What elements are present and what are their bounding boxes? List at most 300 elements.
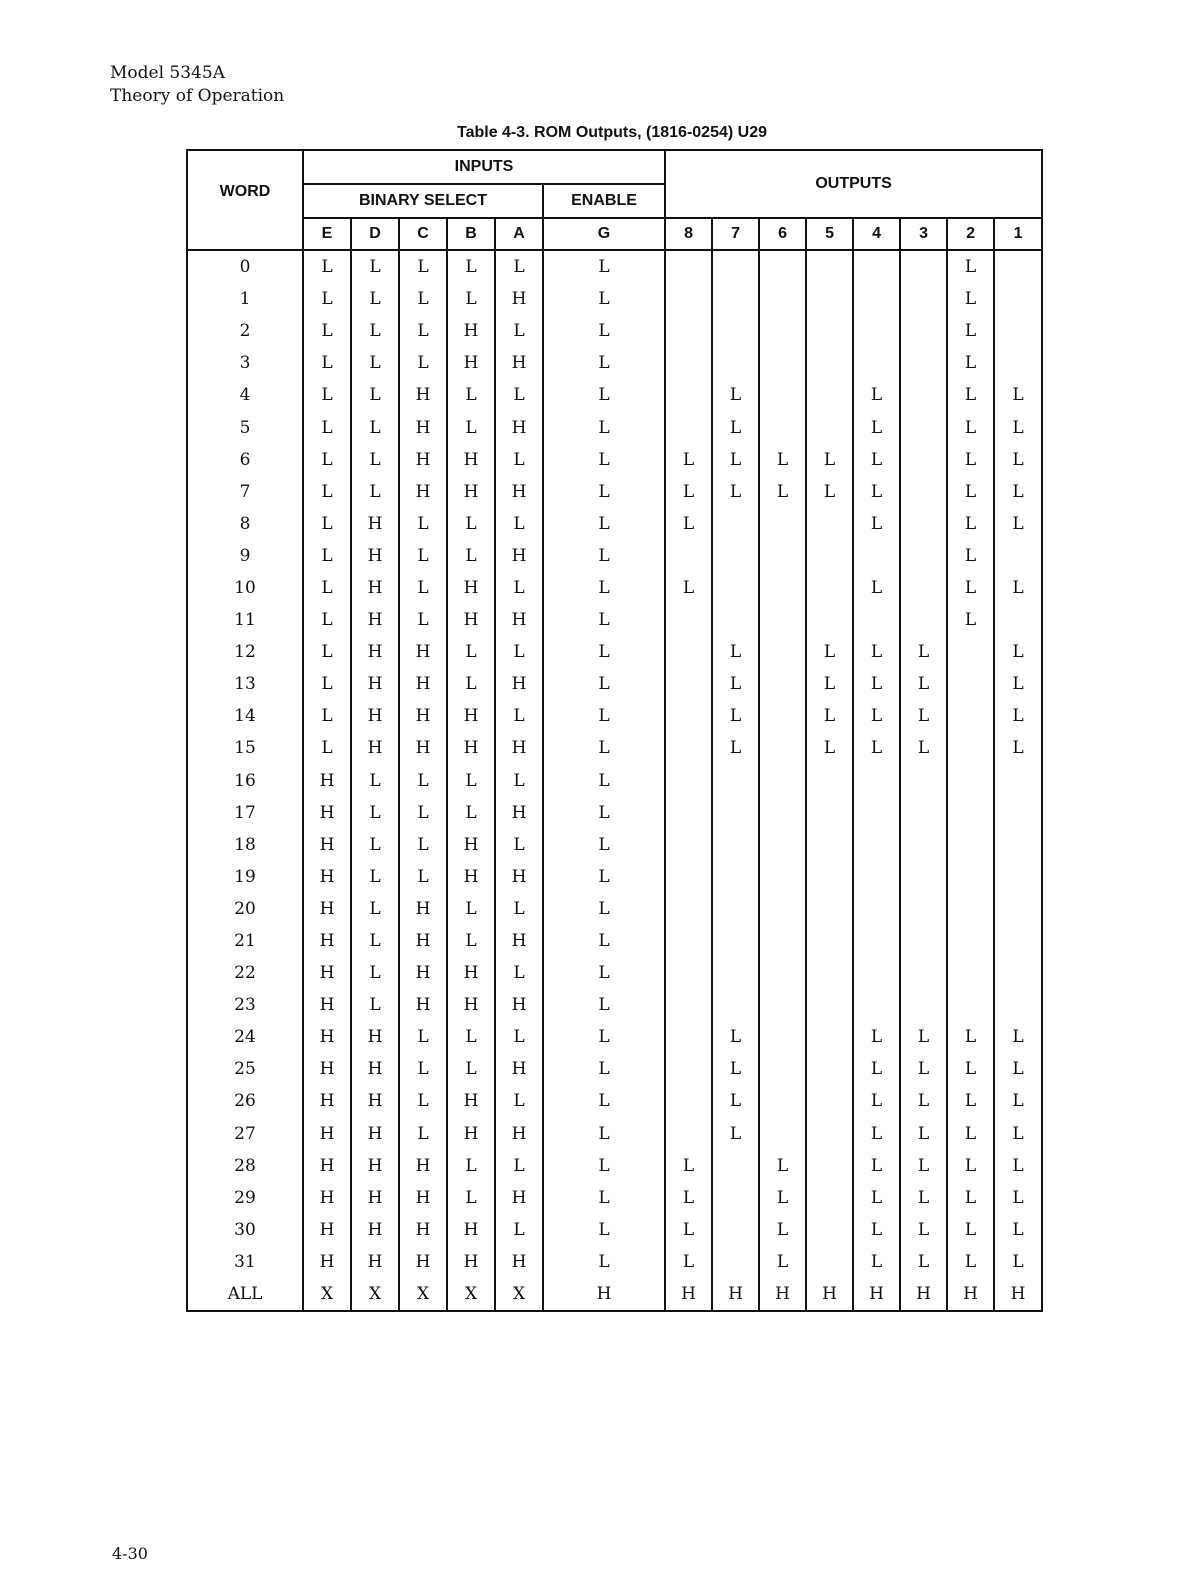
table-row: [187, 797, 1042, 829]
word-cell: 9: [187, 540, 303, 572]
table-cell: [900, 765, 947, 797]
table-cell: L: [994, 1246, 1042, 1278]
table-cell: H: [351, 732, 399, 764]
table-cell: L: [994, 636, 1042, 668]
table-cell: L: [447, 540, 495, 572]
table-row: [187, 444, 1042, 476]
table-cell: L: [351, 765, 399, 797]
table-cell: H: [399, 989, 447, 1021]
input-col-a: A: [495, 218, 543, 250]
word-cell: 7: [187, 476, 303, 508]
table-cell: L: [399, 1053, 447, 1085]
table-cell: L: [665, 508, 712, 540]
table-cell: H: [447, 1246, 495, 1278]
table-cell: L: [543, 315, 665, 347]
table-cell: L: [900, 1085, 947, 1117]
table-cell: L: [495, 250, 543, 283]
table-cell: L: [543, 925, 665, 957]
word-cell: 13: [187, 668, 303, 700]
table-cell: L: [543, 861, 665, 893]
table-cell: H: [447, 604, 495, 636]
table-cell: L: [543, 283, 665, 315]
table-cell: [712, 765, 759, 797]
table-cell: [900, 957, 947, 989]
table-cell: L: [543, 668, 665, 700]
table-cell: L: [665, 1246, 712, 1278]
table-cell: L: [947, 347, 994, 379]
word-cell: ALL: [187, 1278, 303, 1311]
page-header: [110, 62, 284, 108]
table-row: [187, 893, 1042, 925]
table-cell: [665, 411, 712, 443]
table-cell: [665, 861, 712, 893]
table-cell: L: [543, 1214, 665, 1246]
table-cell: [947, 765, 994, 797]
table-cell: [994, 765, 1042, 797]
table-cell: [665, 540, 712, 572]
table-cell: [947, 893, 994, 925]
table-cell: H: [447, 444, 495, 476]
table-cell: [759, 989, 806, 1021]
table-cell: [759, 732, 806, 764]
table-cell: [900, 861, 947, 893]
table-row: [187, 765, 1042, 797]
table-cell: H: [399, 925, 447, 957]
table-cell: [759, 604, 806, 636]
table-cell: H: [495, 925, 543, 957]
word-header-blank: [187, 218, 303, 250]
table-cell: [806, 283, 853, 315]
table-cell: L: [447, 797, 495, 829]
table-cell: L: [947, 250, 994, 283]
table-cell: L: [351, 347, 399, 379]
word-cell: 8: [187, 508, 303, 540]
table-cell: L: [947, 411, 994, 443]
table-cell: [712, 925, 759, 957]
table-cell: H: [303, 765, 351, 797]
table-cell: [665, 989, 712, 1021]
table-cell: L: [543, 379, 665, 411]
table-cell: [900, 989, 947, 1021]
table-cell: L: [303, 379, 351, 411]
table-cell: L: [712, 1085, 759, 1117]
table-cell: [994, 925, 1042, 957]
table-row: [187, 476, 1042, 508]
table-row: [187, 732, 1042, 764]
table-row: [187, 957, 1042, 989]
table-cell: H: [351, 668, 399, 700]
table-cell: H: [947, 1278, 994, 1311]
table-cell: [947, 989, 994, 1021]
table-cell: L: [543, 700, 665, 732]
table-cell: L: [303, 444, 351, 476]
word-cell: 20: [187, 893, 303, 925]
table-cell: [806, 1021, 853, 1053]
table-cell: L: [351, 861, 399, 893]
table-cell: L: [399, 797, 447, 829]
table-row: [187, 925, 1042, 957]
table-cell: H: [495, 1246, 543, 1278]
table-cell: [900, 508, 947, 540]
table-cell: [665, 250, 712, 283]
table-row: [187, 1246, 1042, 1278]
table-cell: H: [447, 829, 495, 861]
table-cell: [759, 411, 806, 443]
table-cell: [853, 861, 900, 893]
table-cell: H: [303, 829, 351, 861]
table-cell: [759, 315, 806, 347]
table-cell: [806, 347, 853, 379]
table-cell: L: [853, 411, 900, 443]
table-cell: L: [806, 636, 853, 668]
table-cell: H: [351, 1182, 399, 1214]
table-cell: H: [351, 572, 399, 604]
table-cell: [665, 283, 712, 315]
table-cell: H: [495, 668, 543, 700]
table-cell: L: [947, 283, 994, 315]
table-cell: L: [351, 315, 399, 347]
table-cell: L: [447, 508, 495, 540]
table-cell: L: [399, 1118, 447, 1150]
table-cell: L: [399, 347, 447, 379]
word-cell: 21: [187, 925, 303, 957]
table-cell: [947, 925, 994, 957]
input-col-e: E: [303, 218, 351, 250]
table-cell: L: [543, 732, 665, 764]
table-cell: [665, 765, 712, 797]
table-cell: L: [399, 572, 447, 604]
table-cell: H: [495, 283, 543, 315]
table-cell: [900, 476, 947, 508]
table-cell: H: [303, 1150, 351, 1182]
table-cell: H: [351, 636, 399, 668]
table-cell: [712, 1182, 759, 1214]
table-cell: L: [900, 1182, 947, 1214]
table-cell: [665, 925, 712, 957]
table-cell: L: [900, 668, 947, 700]
table-cell: [759, 1053, 806, 1085]
table-cell: L: [947, 540, 994, 572]
table-cell: [853, 604, 900, 636]
table-cell: [759, 668, 806, 700]
table-cell: L: [947, 508, 994, 540]
table-cell: L: [759, 1214, 806, 1246]
table-cell: [947, 861, 994, 893]
table-cell: [900, 315, 947, 347]
table-row: [187, 861, 1042, 893]
table-cell: L: [543, 250, 665, 283]
table-cell: H: [351, 540, 399, 572]
table-cell: H: [351, 1085, 399, 1117]
table-cell: [759, 250, 806, 283]
table-row: [187, 829, 1042, 861]
table-cell: [900, 925, 947, 957]
table-cell: L: [303, 636, 351, 668]
table-cell: [759, 861, 806, 893]
table-cell: X: [399, 1278, 447, 1311]
table-cell: [806, 1214, 853, 1246]
table-cell: L: [853, 1085, 900, 1117]
table-cell: L: [994, 444, 1042, 476]
table-cell: L: [351, 379, 399, 411]
table-cell: [665, 1021, 712, 1053]
table-cell: L: [900, 1150, 947, 1182]
table-cell: [900, 250, 947, 283]
table-cell: [947, 732, 994, 764]
table-cell: L: [447, 1182, 495, 1214]
table-cell: [712, 508, 759, 540]
table-cell: L: [447, 411, 495, 443]
table-cell: L: [543, 347, 665, 379]
table-cell: L: [947, 476, 994, 508]
table-cell: L: [853, 572, 900, 604]
table-cell: [759, 893, 806, 925]
table-cell: [900, 604, 947, 636]
word-cell: 22: [187, 957, 303, 989]
table-cell: L: [303, 604, 351, 636]
table-cell: L: [712, 476, 759, 508]
table-cell: H: [495, 732, 543, 764]
table-cell: L: [712, 1053, 759, 1085]
table-cell: [806, 1118, 853, 1150]
table-cell: [759, 572, 806, 604]
table-cell: L: [447, 1053, 495, 1085]
table-cell: L: [543, 508, 665, 540]
table-cell: H: [447, 700, 495, 732]
table-cell: L: [543, 476, 665, 508]
table-cell: [994, 829, 1042, 861]
table-cell: L: [994, 1021, 1042, 1053]
table-cell: L: [994, 1053, 1042, 1085]
input-col-d: D: [351, 218, 399, 250]
table-cell: [806, 411, 853, 443]
table-cell: L: [447, 1150, 495, 1182]
table-cell: [806, 508, 853, 540]
word-cell: 10: [187, 572, 303, 604]
table-cell: [759, 829, 806, 861]
table-cell: [994, 315, 1042, 347]
table-cell: H: [399, 893, 447, 925]
table-cell: L: [351, 989, 399, 1021]
table-cell: [712, 250, 759, 283]
table-cell: [806, 925, 853, 957]
table-cell: [712, 1150, 759, 1182]
table-cell: L: [495, 765, 543, 797]
input-col-c: C: [399, 218, 447, 250]
table-cell: L: [495, 893, 543, 925]
table-cell: L: [853, 1246, 900, 1278]
table-cell: [994, 957, 1042, 989]
enable-header: ENABLE: [543, 184, 665, 218]
table-cell: H: [303, 893, 351, 925]
table-row: [187, 379, 1042, 411]
table-cell: [806, 765, 853, 797]
table-cell: H: [665, 1278, 712, 1311]
table-cell: [806, 250, 853, 283]
table-cell: [900, 379, 947, 411]
table-cell: L: [712, 700, 759, 732]
table-cell: L: [712, 1118, 759, 1150]
table-cell: L: [399, 283, 447, 315]
table-cell: [853, 989, 900, 1021]
table-cell: [712, 797, 759, 829]
table-cell: L: [447, 668, 495, 700]
table-cell: L: [399, 829, 447, 861]
table-cell: L: [447, 636, 495, 668]
table-cell: L: [351, 476, 399, 508]
table-cell: [853, 315, 900, 347]
table-cell: H: [351, 604, 399, 636]
table-cell: [712, 1246, 759, 1278]
table-cell: [853, 765, 900, 797]
table-cell: L: [495, 1021, 543, 1053]
table-cell: L: [806, 668, 853, 700]
page-number: 4-30: [112, 1544, 148, 1563]
table-cell: [900, 797, 947, 829]
table-cell: L: [543, 411, 665, 443]
table-cell: L: [853, 1214, 900, 1246]
table-cell: L: [351, 829, 399, 861]
table-cell: H: [399, 379, 447, 411]
output-col-2: 2: [947, 218, 994, 250]
table-cell: L: [994, 411, 1042, 443]
table-cell: L: [303, 411, 351, 443]
table-cell: [994, 604, 1042, 636]
table-cell: H: [303, 957, 351, 989]
table-cell: H: [900, 1278, 947, 1311]
table-cell: H: [303, 1021, 351, 1053]
table-cell: [665, 1053, 712, 1085]
table-row: [187, 347, 1042, 379]
table-cell: L: [447, 765, 495, 797]
table-cell: L: [351, 283, 399, 315]
table-cell: L: [900, 636, 947, 668]
table-cell: L: [994, 668, 1042, 700]
table-cell: [806, 572, 853, 604]
table-cell: L: [543, 1182, 665, 1214]
table-cell: L: [947, 1182, 994, 1214]
table-cell: [712, 893, 759, 925]
table-cell: L: [303, 347, 351, 379]
table-cell: L: [447, 379, 495, 411]
output-col-3: 3: [900, 218, 947, 250]
table-row: [187, 411, 1042, 443]
table-cell: L: [806, 444, 853, 476]
table-cell: [994, 540, 1042, 572]
table-cell: L: [399, 1021, 447, 1053]
table-cell: L: [351, 444, 399, 476]
enable-col-g: G: [543, 218, 665, 250]
table-cell: [806, 893, 853, 925]
table-cell: L: [495, 829, 543, 861]
table-cell: L: [495, 1085, 543, 1117]
table-cell: L: [303, 508, 351, 540]
table-cell: L: [900, 732, 947, 764]
table-cell: H: [495, 476, 543, 508]
table-row: [187, 700, 1042, 732]
table-cell: [853, 797, 900, 829]
table-cell: [712, 989, 759, 1021]
table-cell: L: [543, 829, 665, 861]
table-cell: [900, 444, 947, 476]
table-cell: [759, 797, 806, 829]
table-cell: L: [759, 1182, 806, 1214]
table-cell: H: [994, 1278, 1042, 1311]
table-cell: L: [947, 444, 994, 476]
table-cell: H: [351, 700, 399, 732]
table-cell: L: [759, 1246, 806, 1278]
table-cell: L: [853, 1182, 900, 1214]
word-cell: 31: [187, 1246, 303, 1278]
table-cell: H: [399, 700, 447, 732]
table-cell: L: [994, 508, 1042, 540]
table-cell: [665, 315, 712, 347]
table-cell: L: [994, 1085, 1042, 1117]
table-cell: X: [303, 1278, 351, 1311]
table-cell: L: [947, 1246, 994, 1278]
table-cell: H: [399, 411, 447, 443]
table-cell: L: [759, 1150, 806, 1182]
table-cell: L: [495, 700, 543, 732]
word-cell: 17: [187, 797, 303, 829]
table-cell: L: [351, 957, 399, 989]
word-cell: 25: [187, 1053, 303, 1085]
table-cell: [994, 250, 1042, 283]
table-cell: [712, 347, 759, 379]
table-cell: [806, 1246, 853, 1278]
table-cell: L: [853, 379, 900, 411]
table-cell: H: [303, 989, 351, 1021]
table-cell: [665, 379, 712, 411]
table-cell: [712, 829, 759, 861]
table-cell: H: [351, 1118, 399, 1150]
table-cell: L: [853, 636, 900, 668]
table-cell: L: [303, 668, 351, 700]
table-cell: L: [665, 444, 712, 476]
table-cell: L: [759, 444, 806, 476]
table-cell: L: [399, 315, 447, 347]
table-cell: [947, 829, 994, 861]
table-cell: L: [900, 1246, 947, 1278]
table-cell: H: [399, 668, 447, 700]
table-cell: H: [447, 572, 495, 604]
table-cell: H: [303, 1214, 351, 1246]
table-cell: L: [665, 1150, 712, 1182]
table-cell: [806, 315, 853, 347]
table-cell: L: [900, 1214, 947, 1246]
table-cell: L: [543, 444, 665, 476]
table-cell: [806, 540, 853, 572]
table-cell: L: [543, 1053, 665, 1085]
word-cell: 4: [187, 379, 303, 411]
word-cell: 5: [187, 411, 303, 443]
table-cell: H: [447, 315, 495, 347]
table-cell: H: [303, 1053, 351, 1085]
table-cell: L: [947, 1214, 994, 1246]
table-cell: L: [853, 1021, 900, 1053]
table-cell: [994, 797, 1042, 829]
table-cell: L: [665, 572, 712, 604]
table-cell: L: [495, 379, 543, 411]
table-cell: [853, 250, 900, 283]
section-label: Theory of Operation: [110, 86, 285, 106]
table-cell: L: [665, 1214, 712, 1246]
word-cell: 30: [187, 1214, 303, 1246]
table-row: [187, 1182, 1042, 1214]
table-cell: L: [806, 700, 853, 732]
table-row: [187, 1021, 1042, 1053]
table-cell: L: [303, 540, 351, 572]
